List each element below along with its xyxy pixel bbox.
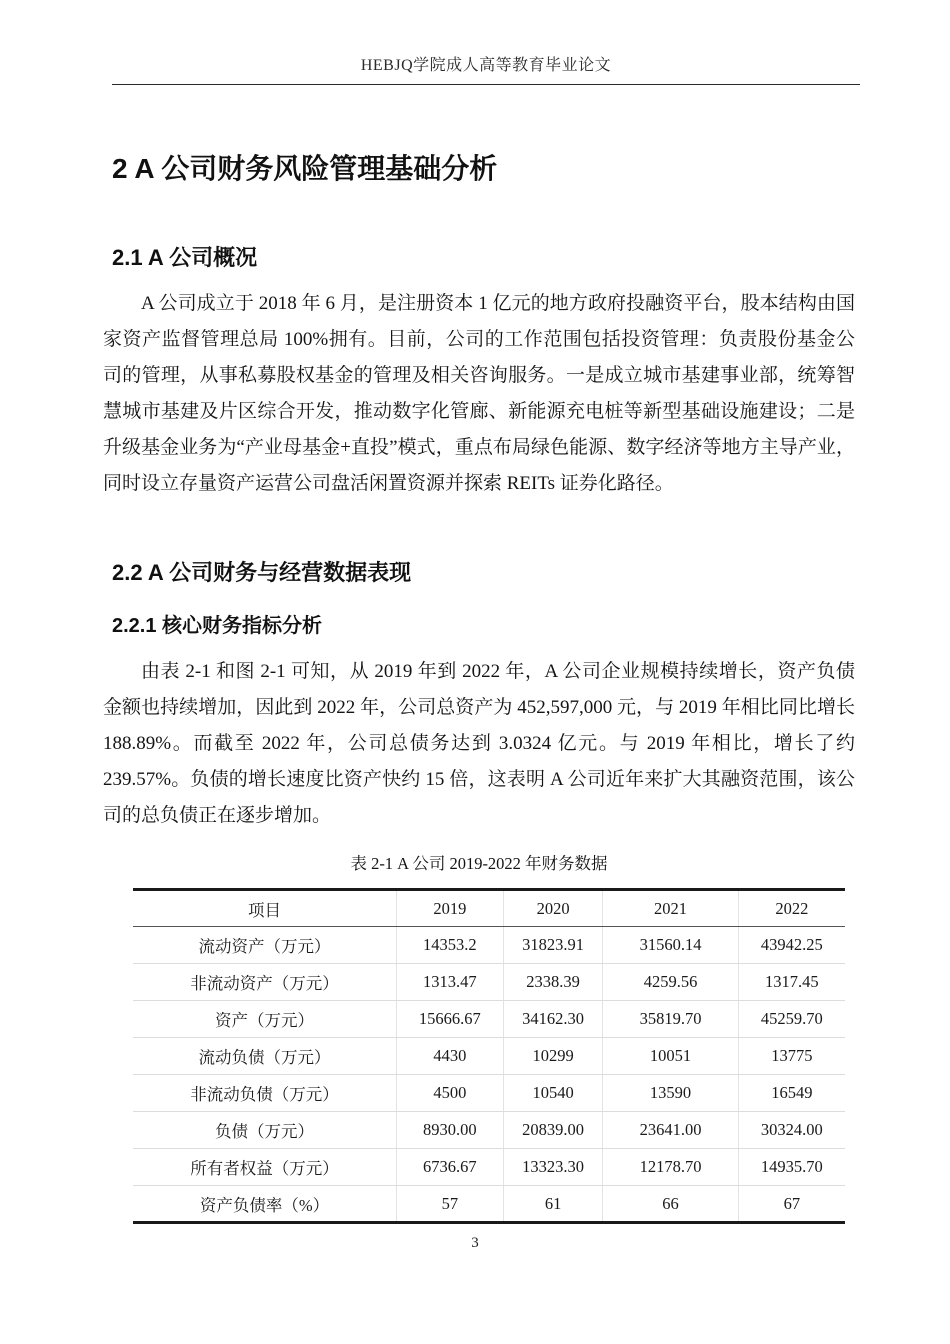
page-number: 3 [471, 1235, 479, 1251]
table-row [133, 964, 845, 1001]
cell-value: 23641.00 [603, 1112, 738, 1149]
cell-value: 6736.67 [396, 1149, 503, 1186]
cell-value: 1317.45 [738, 964, 845, 1001]
table-row [133, 927, 845, 964]
row-label: 非流动资产（万元） [133, 964, 396, 1001]
table-caption: 表 2-1 A 公司 2019-2022 年财务数据 [350, 854, 608, 873]
row-label: 负债（万元） [133, 1112, 396, 1149]
row-label: 流动资产（万元） [133, 927, 396, 964]
financial-table-wrapper [133, 888, 840, 1224]
column-header-2021: 2021 [603, 890, 738, 927]
cell-value: 31823.91 [503, 927, 603, 964]
cell-value: 20839.00 [503, 1112, 603, 1149]
cell-value: 4430 [396, 1038, 503, 1075]
section-title-2-1: 2.1 A 公司概况 [112, 245, 258, 270]
cell-value: 14353.2 [396, 927, 503, 964]
column-header-item: 项目 [133, 890, 396, 927]
cell-value: 10540 [503, 1075, 603, 1112]
page-content [103, 147, 855, 874]
table-row [133, 1001, 845, 1038]
cell-value: 13775 [738, 1038, 845, 1075]
cell-value: 2338.39 [503, 964, 603, 1001]
cell-value: 14935.70 [738, 1149, 845, 1186]
cell-value: 34162.30 [503, 1001, 603, 1038]
cell-value: 12178.70 [603, 1149, 738, 1186]
cell-value: 15666.67 [396, 1001, 503, 1038]
row-label: 所有者权益（万元） [133, 1149, 396, 1186]
column-header-2022: 2022 [738, 890, 845, 927]
cell-value: 66 [603, 1186, 738, 1223]
cell-value: 13590 [603, 1075, 738, 1112]
cell-value: 4259.56 [603, 964, 738, 1001]
table-row [133, 1038, 845, 1075]
cell-value: 35819.70 [603, 1001, 738, 1038]
table-row [133, 1186, 845, 1223]
section-title-2-2: 2.2 A 公司财务与经营数据表现 [112, 560, 412, 585]
subsection-title-2-2-1: 2.2.1 核心财务指标分析 [112, 615, 323, 637]
financial-table [133, 888, 845, 1224]
row-label: 非流动负债（万元） [133, 1075, 396, 1112]
table-row [133, 1075, 845, 1112]
cell-value: 10051 [603, 1038, 738, 1075]
cell-value: 13323.30 [503, 1149, 603, 1186]
cell-value: 8930.00 [396, 1112, 503, 1149]
cell-value: 43942.25 [738, 927, 845, 964]
table-header-row [133, 890, 845, 927]
cell-value: 4500 [396, 1075, 503, 1112]
table-row [133, 1112, 845, 1149]
cell-value: 16549 [738, 1075, 845, 1112]
chapter-title: 2 A 公司财务风险管理基础分析 [112, 153, 498, 184]
row-label: 资产（万元） [133, 1001, 396, 1038]
row-label: 流动负债（万元） [133, 1038, 396, 1075]
cell-value: 10299 [503, 1038, 603, 1075]
paragraph-company-overview: A 公司成立于 2018 年 6 月，是注册资本 1 亿元的地方政府投融资平台，股本结构由国家资产监督管理总局 100%拥有。目前，公司的工作范围包括投资管理：负责股份基金公司的管理，从事私募股权基金的管理及相关咨询服务。一是成立城市基建事业部，统筹智慧城市基建及片区综合开发，推动数字化管廊、新能源充电桩等新型基础设施建设；二是升级基金业务为“产业母基金+直投”模式，重点布局绿色能源、数字经济等地方主导产业，同时设立存量资产运营公司盘活闲置资源并探索 REITs 证券化路径。 [103, 293, 855, 494]
cell-value: 57 [396, 1186, 503, 1223]
cell-value: 67 [738, 1186, 845, 1223]
cell-value: 61 [503, 1186, 603, 1223]
running-head: HEBJQ学院成人高等教育毕业论文 [112, 52, 860, 85]
paragraph-financial-indicators: 由表 2-1 和图 2-1 可知，从 2019 年到 2022 年，A 公司企业规模持续增长，资产负债金额也持续增加，因此到 2022 年，公司总资产为 452,597,000 元，与 2019 年相比同比增长 188.89%。而截至 2022 年，公司总债务达到 3.0324 亿元。与 2019 年相比，增长了约 239.57%。负债的增长速度比资产快约 15 倍，这表明 A 公司近年来扩大其融资范围，该公司的总负债正在逐步增加。 [103, 661, 855, 826]
cell-value: 31560.14 [603, 927, 738, 964]
row-label: 资产负债率（%） [133, 1186, 396, 1223]
table-row [133, 1149, 845, 1186]
column-header-2019: 2019 [396, 890, 503, 927]
cell-value: 45259.70 [738, 1001, 845, 1038]
cell-value: 30324.00 [738, 1112, 845, 1149]
cell-value: 1313.47 [396, 964, 503, 1001]
column-header-2020: 2020 [503, 890, 603, 927]
